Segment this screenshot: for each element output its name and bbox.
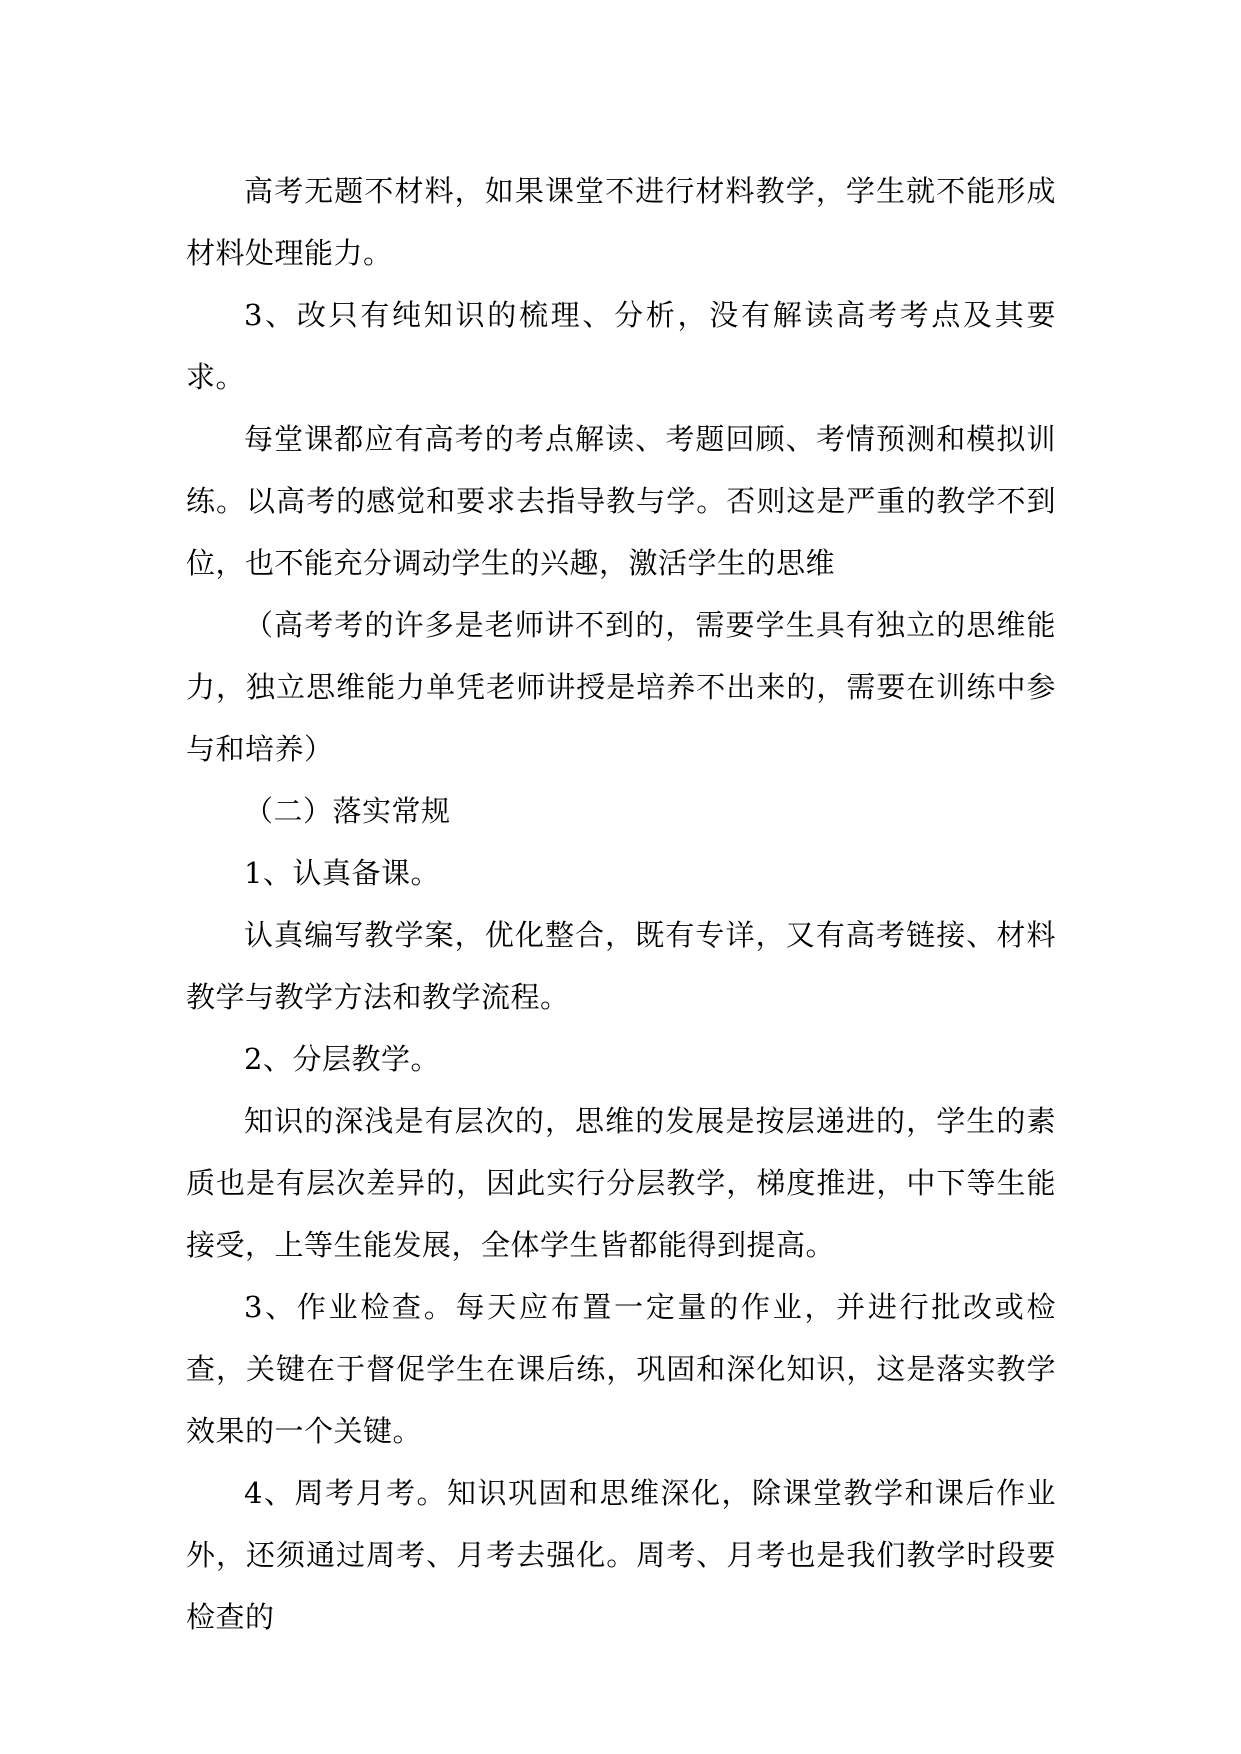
paragraph-material-teaching: 高考无题不材料，如果课堂不进行材料教学，学生就不能形成材料处理能力。 bbox=[186, 174, 1056, 270]
paragraph-lesson-plan: 认真编写教学案，优化整合，既有专详，又有高考链接、材料教学与教学方法和教学流程。 bbox=[186, 918, 1056, 1014]
paragraph-independent-thinking: （高考考的许多是老师讲不到的，需要学生具有独立的思维能力，独立思维能力单凭老师讲授是培养不出来的，需要在训练中参与和培养） bbox=[186, 608, 1056, 766]
paragraph-point-3-heading: 3、改只有纯知识的梳理、分析，没有解读高考考点及其要求。 bbox=[186, 298, 1056, 394]
paragraph-weekly-monthly-exam: 4、周考月考。知识巩固和思维深化，除课堂教学和课后作业外，还须通过周考、月考去强化。周考、月考也是我们教学时段要检查的 bbox=[186, 1476, 1056, 1634]
section-heading-routine: （二）落实常规 bbox=[244, 794, 451, 828]
paragraph-item-2-heading: 2、分层教学。 bbox=[244, 1042, 440, 1076]
paragraph-layered-teaching: 知识的深浅是有层次的，思维的发展是按层递进的，学生的素质也是有层次差异的，因此实行分层教学，梯度推进，中下等生能接受，上等生能发展，全体学生皆都能得到提高。 bbox=[186, 1104, 1056, 1262]
document-body bbox=[186, 160, 1056, 1648]
paragraph-homework-check: 3、作业检查。每天应布置一定量的作业，并进行批改或检查，关键在于督促学生在课后练，巩固和深化知识，这是落实教学效果的一个关键。 bbox=[186, 1290, 1056, 1448]
paragraph-item-1-heading: 1、认真备课。 bbox=[244, 856, 440, 890]
paragraph-exam-analysis: 每堂课都应有高考的考点解读、考题回顾、考情预测和模拟训练。以高考的感觉和要求去指导教与学。否则这是严重的教学不到位，也不能充分调动学生的兴趣，激活学生的思维 bbox=[186, 422, 1056, 580]
